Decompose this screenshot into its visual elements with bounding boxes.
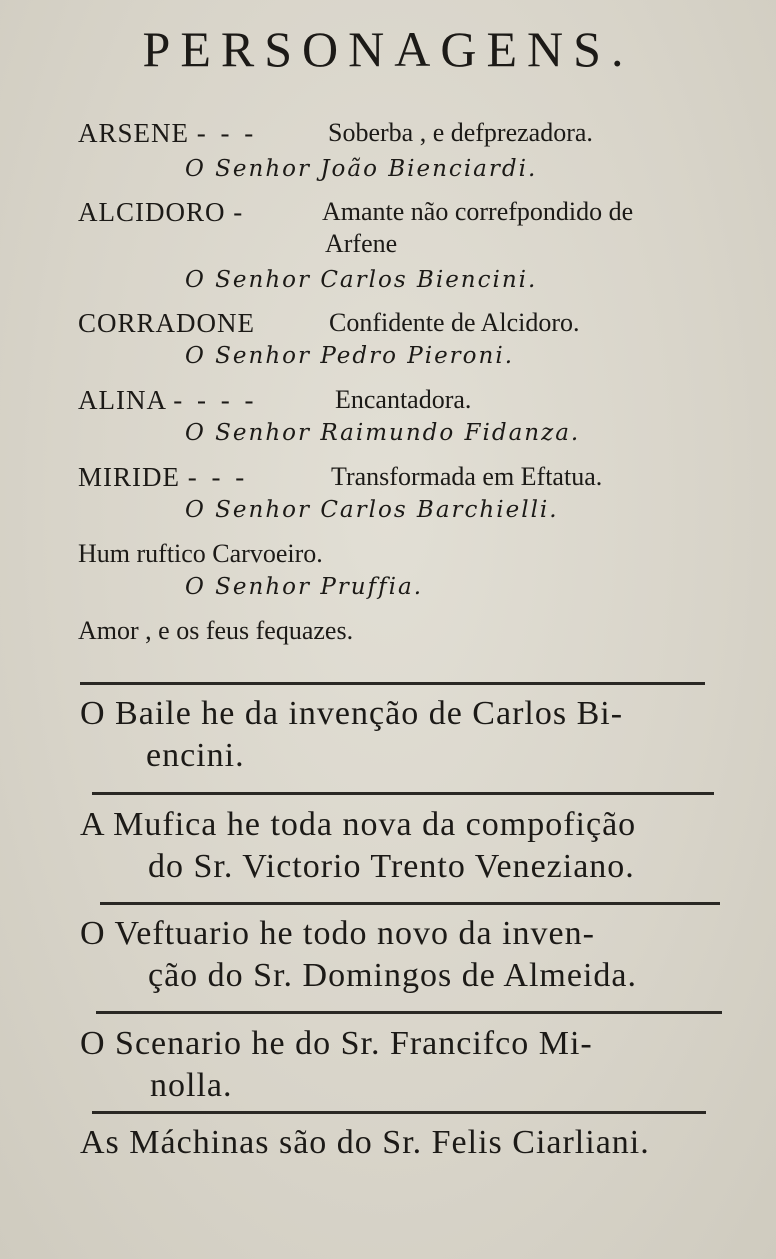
role-desc-alina: Encantadora.: [335, 385, 472, 414]
credit-vestuario-line1: O Veftuario he todo novo da inven-: [80, 915, 595, 952]
role-dashes: - - -: [196, 118, 258, 148]
actor-arsene: O Senhor João Bienciardi.: [185, 156, 538, 182]
actor-alcidoro: O Senhor Carlos Biencini.: [185, 267, 538, 293]
credit-musica-line1: A Mufica he toda nova da compofição: [80, 806, 637, 843]
credit-musica-line2: do Sr. Victorio Trento Veneziano.: [148, 848, 635, 885]
role-label: ALCIDORO: [78, 197, 226, 227]
divider-rule: [96, 1011, 722, 1014]
credit-scenario-line1: O Scenario he do Sr. Francifco Mi-: [80, 1025, 593, 1062]
actor-rustic: O Senhor Pruffia.: [185, 574, 424, 600]
role-dashes: -: [233, 197, 247, 227]
divider-rule: [92, 792, 714, 795]
role-desc-alcidoro-cont: Arfene: [325, 229, 398, 258]
role-dashes: - - - -: [173, 385, 258, 415]
role-label: CORRADONE: [78, 308, 256, 338]
role-name-miride: [78, 462, 248, 493]
divider-rule: [80, 682, 705, 685]
role-dashes: - - -: [187, 462, 249, 492]
role-label: ARSENE: [78, 118, 190, 148]
credit-scenario-line2: nolla.: [150, 1067, 233, 1104]
role-label: MIRIDE: [78, 462, 180, 492]
role-desc-alcidoro: Amante não correfpondido de: [322, 197, 634, 226]
amor-line: Amor , e os feus fequazes.: [78, 616, 354, 645]
actor-alina: O Senhor Raimundo Fidanza.: [185, 420, 581, 446]
role-name-corradone: [78, 308, 255, 339]
page-title: PERSONAGENS.: [142, 21, 634, 77]
divider-rule: [100, 902, 720, 905]
role-desc-arsene: Soberba , e defprezadora.: [328, 118, 593, 147]
role-name-arsene: [78, 118, 257, 149]
role-label: ALINA: [78, 385, 166, 415]
role-desc-corradone: Confidente de Alcidoro.: [329, 308, 580, 337]
credit-machinas: As Máchinas são do Sr. Felis Ciarliani.: [80, 1124, 650, 1161]
role-name-alcidoro: [78, 197, 246, 228]
divider-rule: [92, 1111, 706, 1114]
role-desc-miride: Transformada em Eftatua.: [331, 462, 603, 491]
credit-baile-line1: O Baile he da invenção de Carlos Bi-: [80, 695, 624, 732]
actor-miride: O Senhor Carlos Barchielli.: [185, 497, 559, 523]
rustic-line: Hum ruftico Carvoeiro.: [78, 539, 323, 568]
actor-corradone: O Senhor Pedro Pieroni.: [185, 343, 515, 369]
credit-baile-line2: encini.: [146, 737, 245, 774]
role-name-alina: [78, 385, 257, 416]
credit-vestuario-line2: ção do Sr. Domingos de Almeida.: [148, 957, 638, 994]
